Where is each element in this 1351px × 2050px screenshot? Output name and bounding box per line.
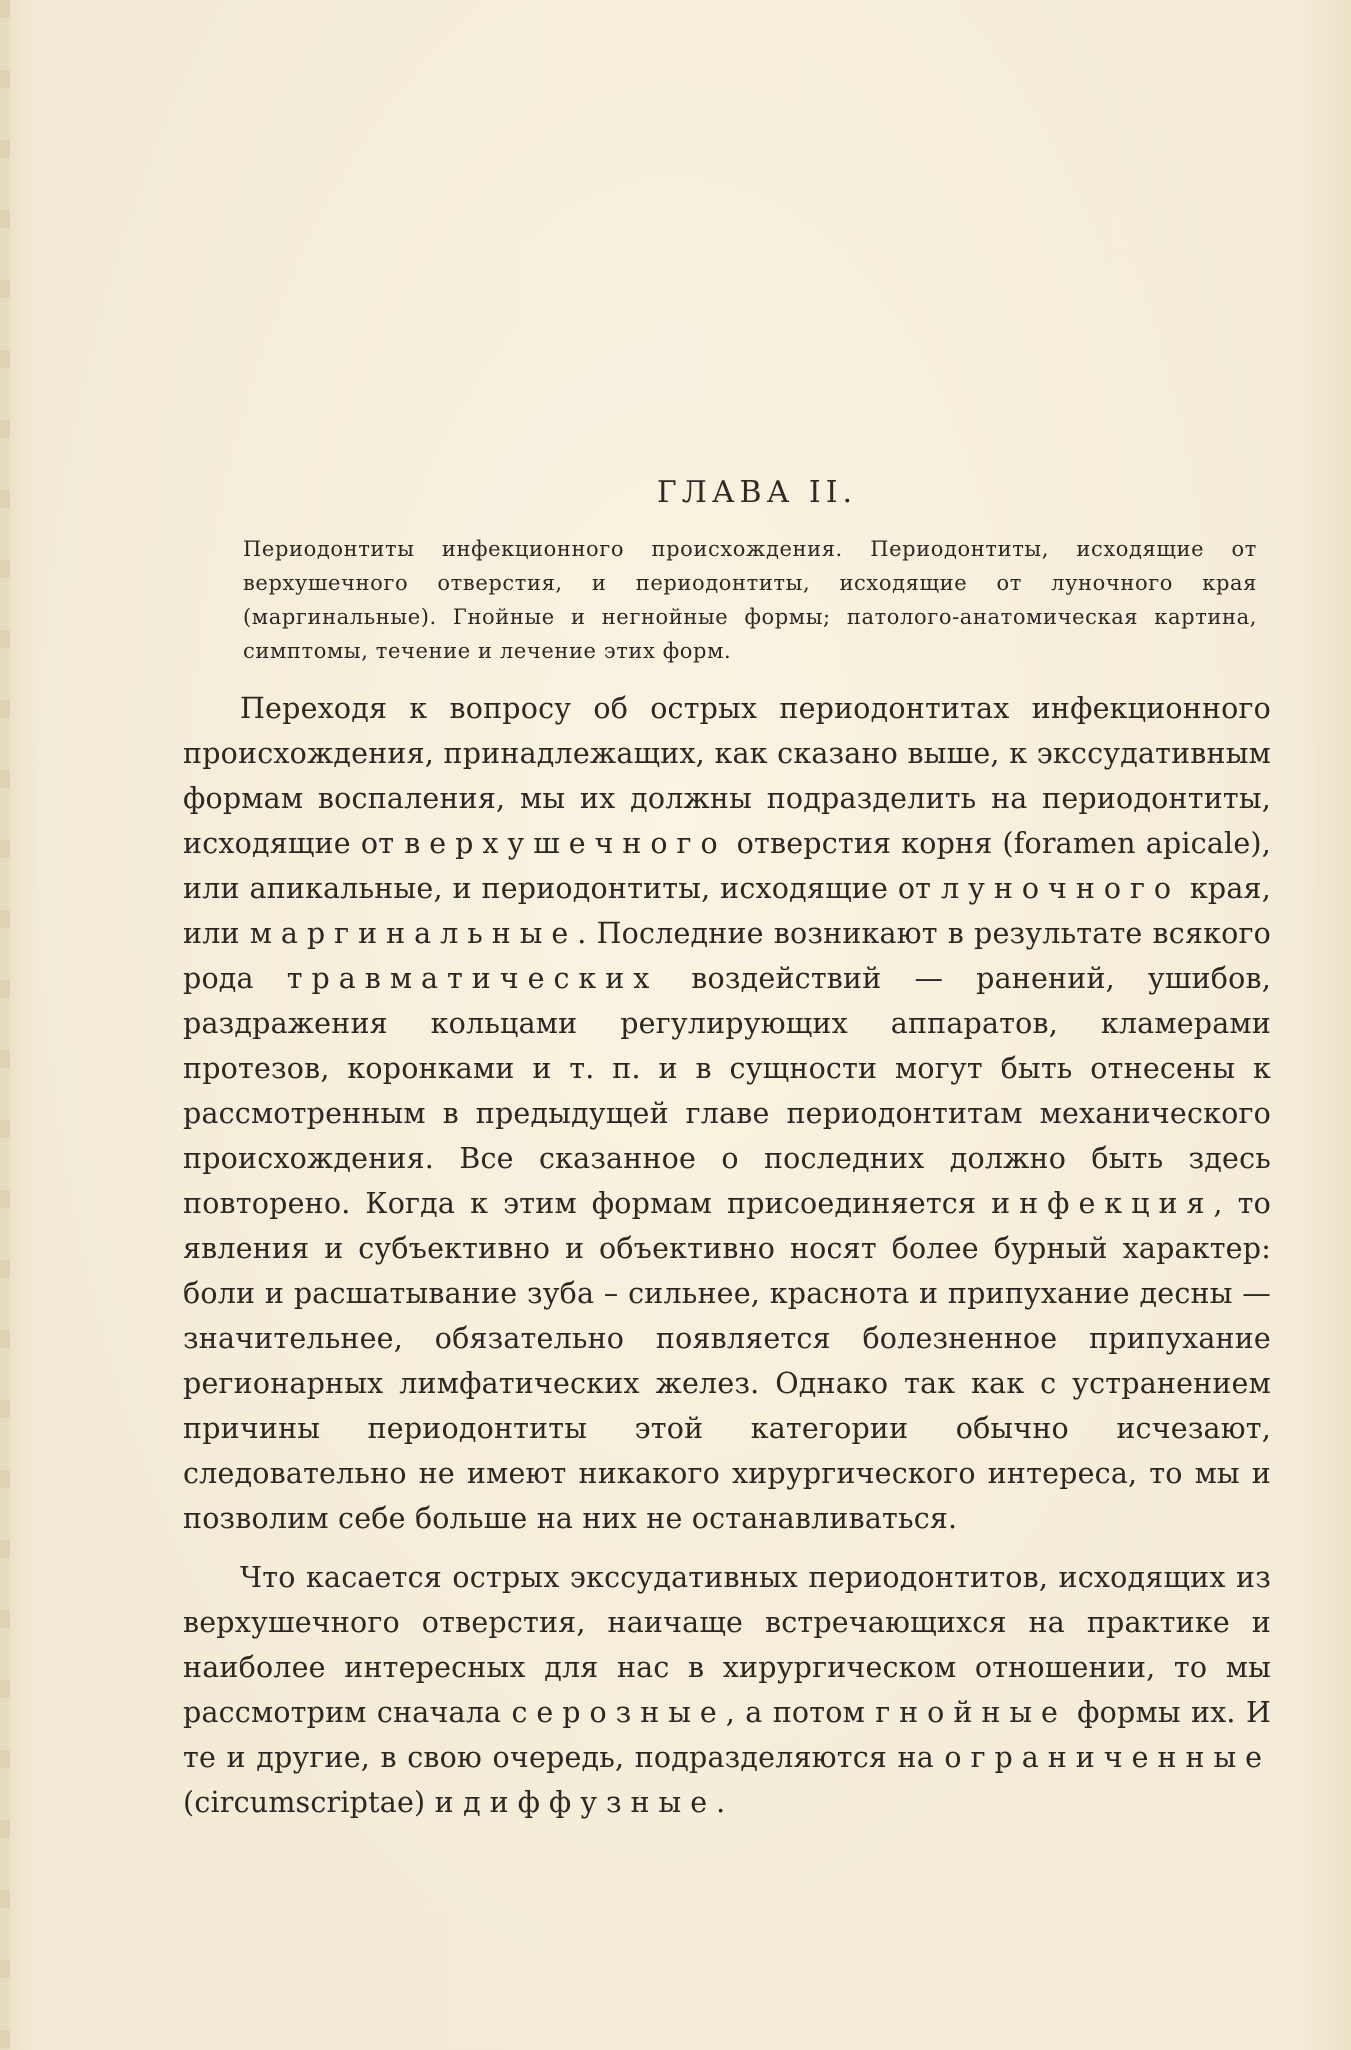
paragraph-2-emphasis-3: ограниченные xyxy=(944,1741,1271,1774)
page-content xyxy=(183,475,1271,1839)
paragraph-1-emphasis-4: травматических xyxy=(286,962,659,995)
paragraph-2-emphasis-2: гнойные xyxy=(875,1696,1067,1729)
paragraph-2-text-1: Что касается острых экссудативных периодонтитов, исходящих из верхушечного отверстия, наичаще встречающихся на практике и наиболее интересных для нас в хирургическом отношении, то мы рассмотрим сначала xyxy=(183,1561,1271,1729)
paragraph-1-emphasis-1: верхушечного xyxy=(404,827,727,860)
chapter-summary: Периодонтиты инфекционного происхождения. Периодонтиты, исходящие от верхушечного отверстия, и периодонтиты, исходящие от луночного края (маргинальные). Гнойные и негнойные формы; патолого-анатомическая картина, симптомы, течение и лечение этих форм. xyxy=(243,537,1257,663)
paragraph-1-text-1: Переходя к вопросу об острых периодонтитах инфекционного происхождения, принадлежащих, как сказано выше, к экссудативным формам воспаления, мы их должны подразделить на периодонтиты, исходящие от xyxy=(183,692,1271,860)
paragraph-1-emphasis-2: луночного xyxy=(940,872,1181,905)
paragraph-2-text-4: (circumscriptae) и xyxy=(183,1786,464,1819)
paragraph-2-emphasis-1: серозные xyxy=(511,1696,726,1729)
page-binding-edge xyxy=(0,0,10,2050)
paragraph-1-text-4: . Последние возникают в результате всякого рода xyxy=(183,917,1271,995)
paragraph-1-emphasis-3: маргинальные xyxy=(249,917,578,950)
paragraph-2-emphasis-4: диффузные xyxy=(463,1786,717,1819)
paragraph-2-text-3: формы их. И те и другие, в свою очередь, подразделяются на xyxy=(183,1696,1271,1774)
paragraph-1-text-6: , то явления и субъективно и объективно носят более бурный характер: боли и расшатывание зуба – сильнее, краснота и припухание десны — значительнее, обязательно появляется болезненное припухание регионарных лимфатических желез. Однако так как с устранением причины периодонтиты этой категории обычно исчезают, следовательно не имеют никакого хирургического интереса, то мы и позволим себе больше на них не останавливаться. xyxy=(183,1187,1271,1535)
paragraph-1-emphasis-5: инфекция xyxy=(991,1187,1214,1220)
paragraph-2-text-2: , а потом xyxy=(725,1696,876,1729)
paragraph-1 xyxy=(183,686,1271,1541)
paragraph-1-text-5: воздействий — ранений, ушибов, раздражения кольцами регулирующих аппаратов, кламерами протезов, коронками и т. п. и в сущности могут быть отнесены к рассмотренным в предыдущей главе периодонтитам механического происхождения. Все сказанное о последних должно быть здесь повторено. Когда к этим формам присоединяется xyxy=(183,962,1271,1220)
paragraph-1-text-2: отверстия корня (foramen apicale), или апикальные, и периодонтиты, исходящие от xyxy=(183,827,1271,905)
paragraph-1-text-3: края, или xyxy=(183,872,1271,950)
paragraph-2-text-5: . xyxy=(716,1786,726,1819)
paragraph-2 xyxy=(183,1555,1271,1825)
chapter-title: ГЛАВА II. xyxy=(656,475,858,510)
